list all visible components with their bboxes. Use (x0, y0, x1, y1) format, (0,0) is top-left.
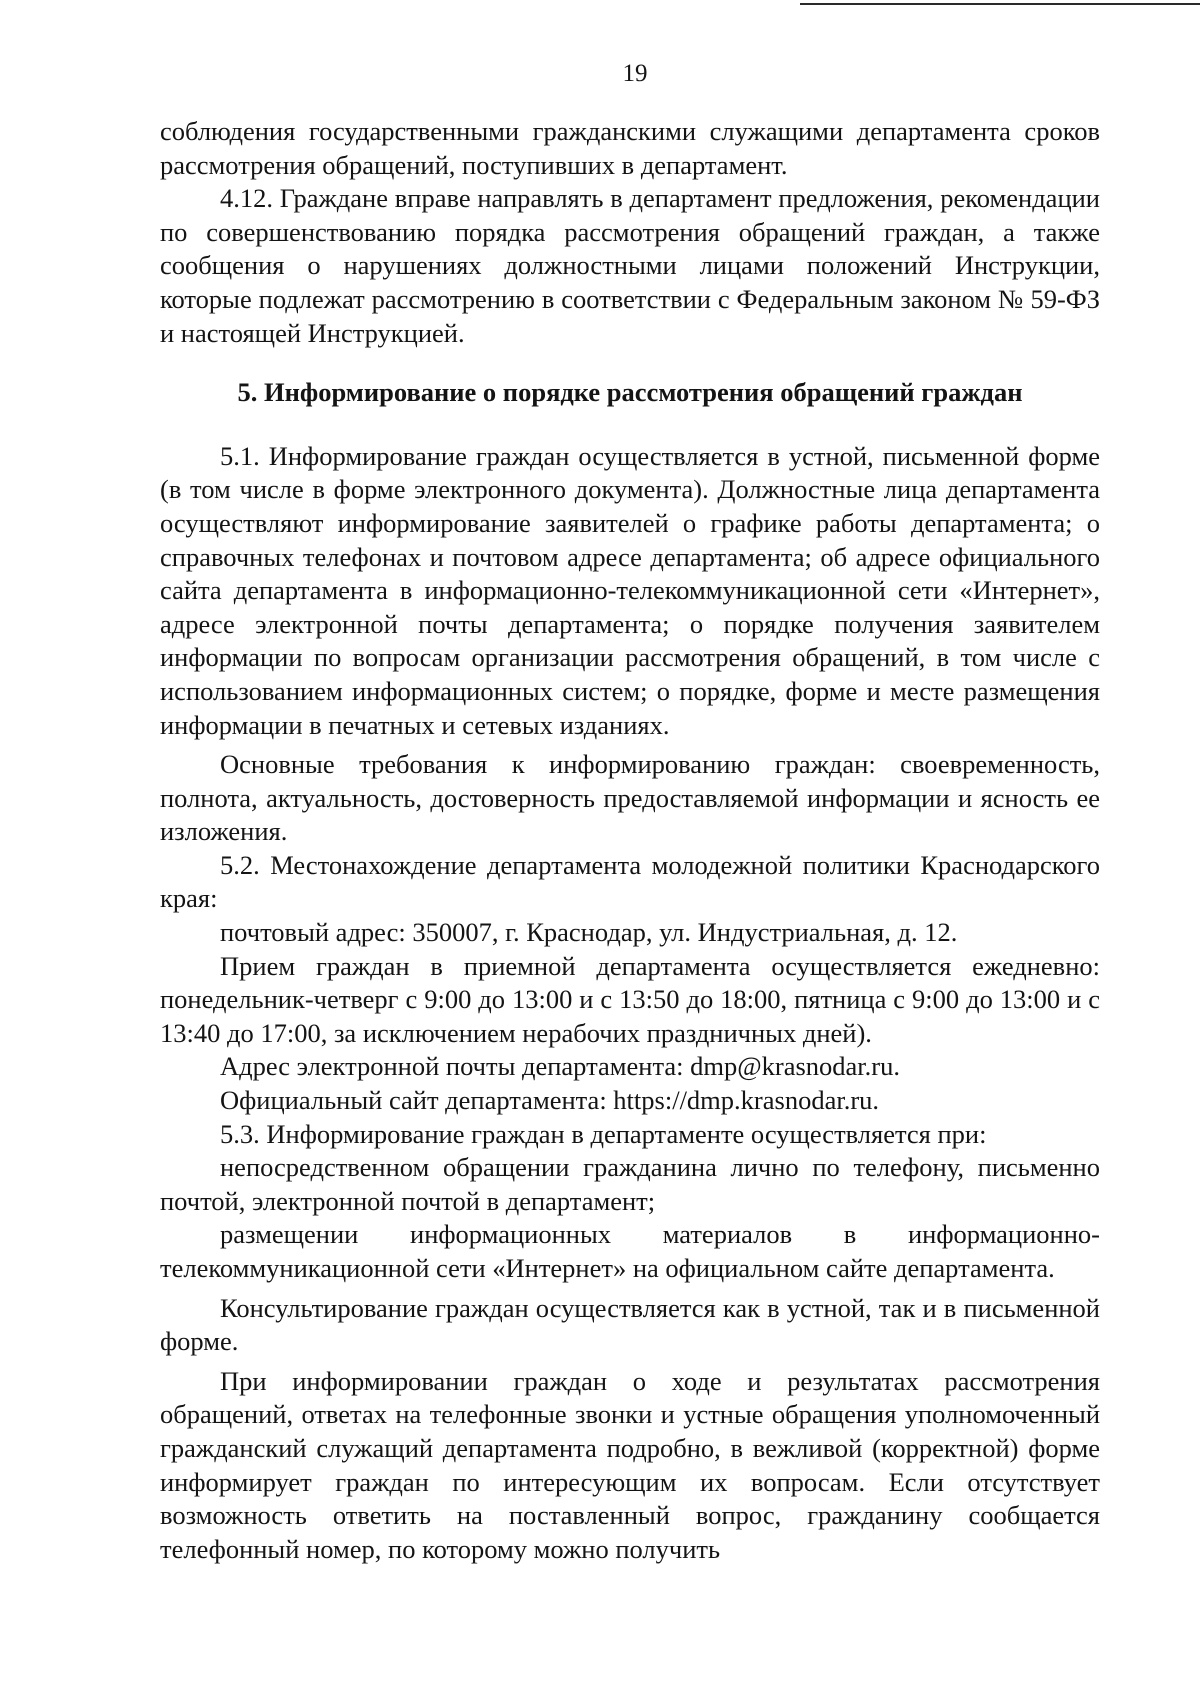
section-heading: 5. Информирование о порядке рассмотрения обращений граждан (237, 377, 1023, 408)
page-number: 19 (622, 60, 648, 87)
paragraph-requirements: Основные требования к информированию граждан: своевременность, полнота, актуальность, достоверность предоставляемой информации и ясность ее изложения. (160, 749, 1100, 847)
paragraph-reception-hours: Прием граждан в приемной департамента осуществляется ежедневно: понедельник-четверг с 9:00 до 13:00 и с 13:50 до 18:00, пятница с 9:00 до 13:00 и с 13:40 до 17:00, за исключением нерабочих праздничных дней). (160, 950, 1100, 1048)
paragraph-5-2: 5.2. Местонахождение департамента молодежной политики Краснодарского края: (160, 849, 1100, 914)
paragraph-4-12: 4.12. Граждане вправе направлять в департамент предложения, рекомендации по совершенствованию порядка рассмотрения обращений граждан, а также сообщения о нарушениях должностными лицами положений Инструкции, которые подлежат рассмотрению в соответствии с Федеральным законом № 59-ФЗ и настоящей Инструкцией. (160, 183, 1100, 348)
document-body (160, 115, 1100, 1566)
paragraph-email: Адрес электронной почты департамента: dmp@krasnodar.ru. (220, 1051, 900, 1082)
paragraph-informing: При информировании граждан о ходе и результатах рассмотрения обращений, ответах на телефонные звонки и устные обращения уполномоченный гражданский служащий департамента подробно, в вежливой (корректной) форме информирует граждан по интересующим их вопросам. Если отсутствует возможность ответить на поставленный вопрос, гражданину сообщается телефонный номер, по которому можно получить (160, 1365, 1100, 1564)
paragraph-consulting: Консультирование граждан осуществляется как в устной, так и в письменной форме. (160, 1292, 1100, 1357)
paragraph-continuation: соблюдения государственными гражданскими служащими департамента сроков рассмотрения обращений, поступивших в департамент. (160, 116, 1100, 180)
paragraph-online-materials: размещении информационных материалов в информационно-телекоммуникационной сети «Интернет» на официальном сайте департамента. (160, 1219, 1100, 1283)
top-edge-rule (800, 3, 1200, 5)
paragraph-direct-contact: непосредственном обращении гражданина лично по телефону, письменно почтой, электронной почтой в департамент; (160, 1152, 1100, 1216)
paragraph-postal-address: почтовый адрес: 350007, г. Краснодар, ул. Индустриальная, д. 12. (220, 917, 958, 948)
paragraph-website: Официальный сайт департамента: https://dmp.krasnodar.ru. (220, 1085, 880, 1116)
paragraph-5-1: 5.1. Информирование граждан осуществляется в устной, письменной форме (в том числе в форме электронного документа). Должностные лица департамента осуществляют информирование заявителей о графике работы департамента; о справочных телефонах и почтовом адресе департамента; об адресе официального сайта департамента в информационно-телекоммуникационной сети «Интернет», адресе электронной почты департамента; о порядке получения заявителем информации по вопросам организации рассмотрения обращений, в том числе с использованием информационных систем; о порядке, форме и месте размещения информации в печатных и сетевых изданиях. (160, 440, 1100, 740)
paragraph-5-3: 5.3. Информирование граждан в департаменте осуществляется при: (220, 1118, 987, 1149)
